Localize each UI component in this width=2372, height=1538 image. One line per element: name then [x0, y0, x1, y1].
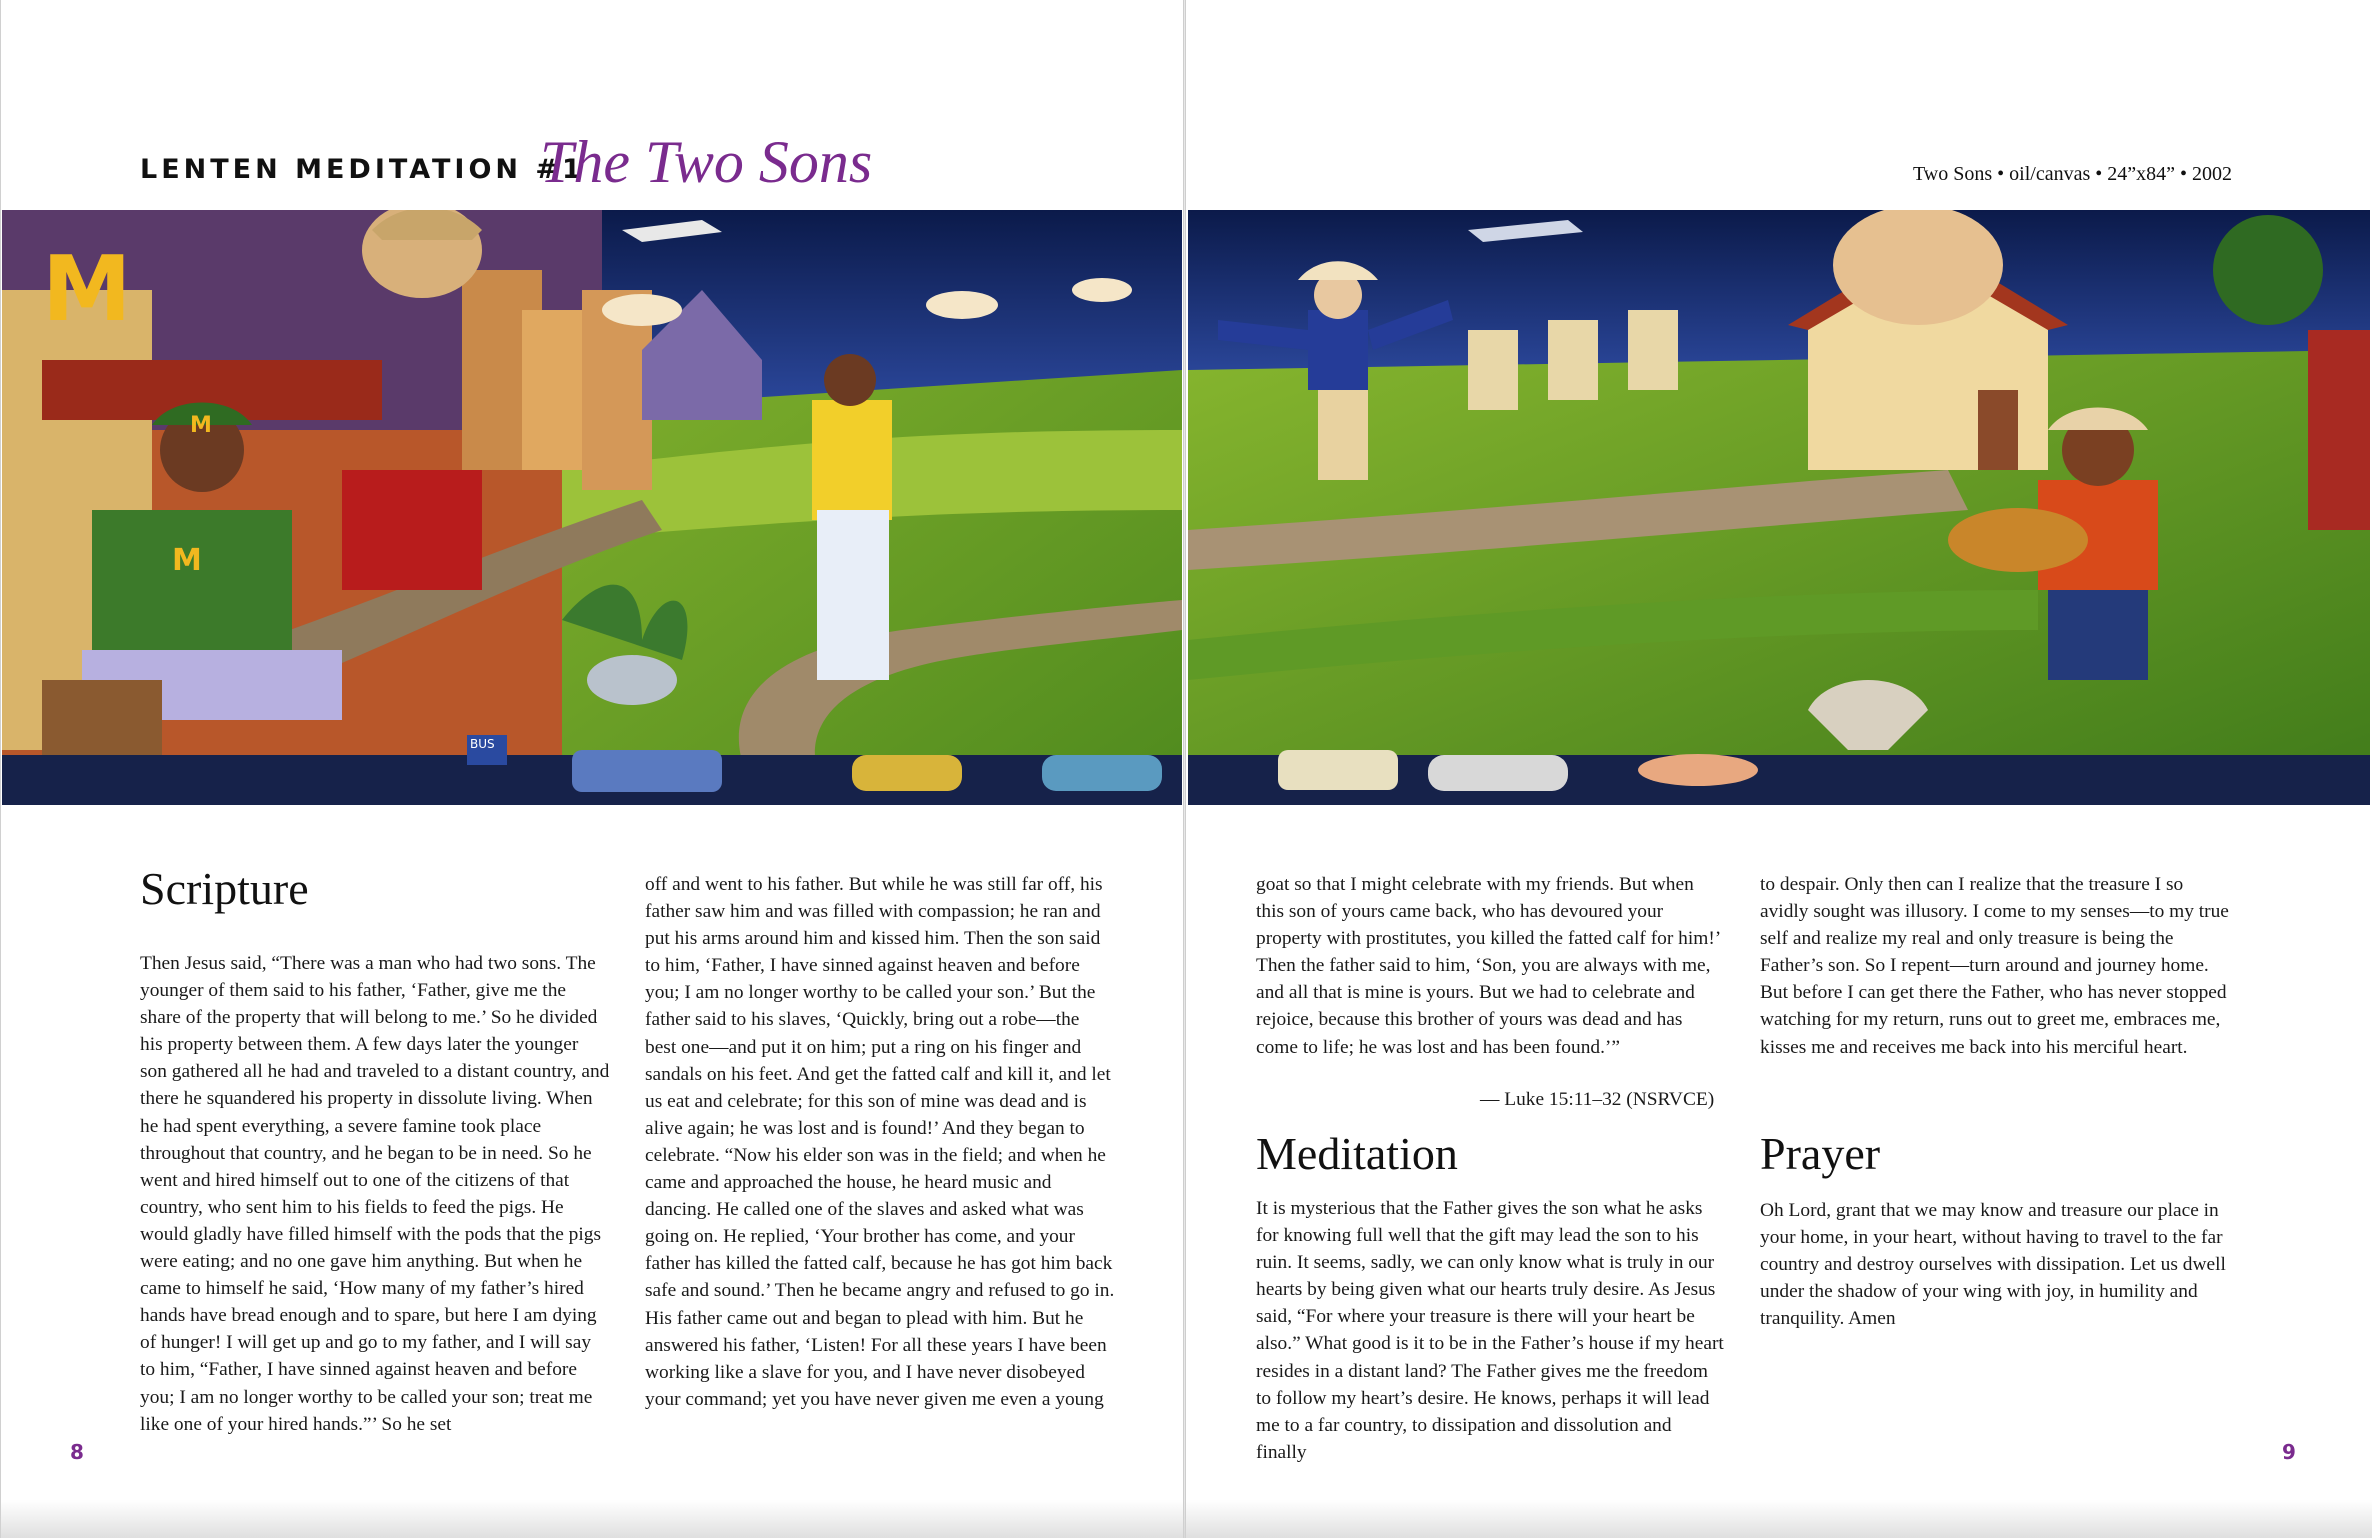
painting-right-half	[1188, 210, 2370, 805]
meditation-text: It is mysterious that the Father gives the son what he asks for knowing full well that the gift may lead the son to his ruin. It seems, sadly, we can only know what is truly in our hearts by being given what our hearts truly desire. As Jesus said, “For where your treasure is there will your heart be also.” What good is it to be in the Father’s house if my heart resides in a distant land? The Father gives me the freedom to follow my heart’s desire. He knows, perhaps it will lead me to a far country, to dissipation and dissolution and finally	[1256, 1198, 1724, 1463]
page-gutter	[1183, 0, 1186, 1538]
page-number-right: 9	[2282, 1440, 2296, 1464]
prayer-column	[1760, 1197, 2230, 1332]
painting-right-svg	[1188, 210, 2370, 805]
artwork-caption: Two Sons • oil/canvas • 24”x84” • 2002	[1912, 163, 2232, 185]
prayer-text: Oh Lord, grant that we may know and treasure our place in your home, in your heart, without having to travel to the far country and destroy ourselves with dissipation. Let us dwell under the shadow of your wing with joy, in humility and tranquility. Amen	[1760, 1200, 2226, 1330]
section-kicker: LENTEN MEDITATION #1	[140, 154, 585, 185]
meditation-column	[1256, 1195, 1726, 1466]
cap-logo: M	[190, 413, 212, 438]
scripture-column-2	[645, 871, 1115, 1413]
scripture-text-col3: goat so that I might celebrate with my friends. But when this son of yours came back, who has devoured your property with prostitutes, you killed the fatted calf for him!’ Then the father said to him, ‘Son, you are always with me, and all that is mine is yours. But we had to celebrate and rejoice, because this brother of yours was dead and has come to life; he was lost and has been found.’”	[1256, 874, 1720, 1058]
meditation-heading: Meditation	[1256, 1128, 1458, 1179]
meditation-text-continued: to despair. Only then can I realize that the treasure I so avidly sought was illusory. I come to my senses—to my true self and realize my real and only treasure is being the Father’s son. So I repent—turn around and journey home. But before I can get there the Father, who has never stopped watching for my return, runs out to greet me, embraces me, kisses me and receives me back into his merciful heart.	[1760, 874, 2229, 1058]
page-bottom-shadow	[0, 1500, 2372, 1538]
bus-sign: BUS	[470, 737, 495, 751]
scripture-heading: Scripture	[140, 863, 309, 914]
scripture-attribution: — Luke 15:11–32 (NSRVCE)	[1480, 1089, 1715, 1110]
painting-left-svg	[2, 210, 1182, 805]
scripture-column-1	[140, 950, 610, 1438]
shirt-logo: M	[172, 543, 202, 578]
scripture-text-col2: off and went to his father. But while he was still far off, his father saw him and was filled with compassion; he ran and put his arms around him and kissed him. Then the son said to him, ‘Father, I have sinned against heaven and before you; I am no longer worthy to be called your son.’ But the father said to his slaves, ‘Quickly, bring out a robe—the best one—and put it on him; put a ring on his finger and sandals on his feet. And get the fatted calf and kill it, and let us eat and celebrate; for this son of mine was dead and is alive again; he was lost and is found!’ And they began to celebrate. “Now his elder son was in the field; and when he came and approached the house, he heard music and dancing. He called one of the slaves and asked what was going on. He replied, ‘Your brother has come, and your father has killed the fatted calf, because he has got him back safe and sound.’ Then he became angry and refused to go in. His father came out and began to plead with him. But he answered his father, ‘Listen! For all these years I have been working like a slave for you, and I have never disobeyed your command; yet you have never given me even a young	[645, 874, 1115, 1410]
golden-arches-sign: M	[42, 237, 132, 342]
meditation-continued-column	[1760, 871, 2230, 1061]
page-number-left: 8	[70, 1440, 84, 1464]
painting-left-half	[2, 210, 1182, 805]
scripture-text-col1: Then Jesus said, “There was a man who had two sons. The younger of them said to his father, ‘Father, give me the share of the property that will belong to me.’ So he divided his property between them. A few days later the younger son gathered all he had and traveled to a distant country, and there he squandered his property in dissolute living. When he had spent everything, a severe famine took place throughout that country, and he began to be in need. So he went and hired himself out to one of the citizens of that country, who sent him to his fields to feed the pigs. He would gladly have filled himself with the pods that the pigs were eating; and no one gave him anything. But when he came to himself he said, ‘How many of my father’s hired hands have bread enough and to spare, but here I am dying of hunger! I will get up and go to my father, and I will say to him, “Father, I have sinned against heaven and before you; I am no longer worthy to be called your son; treat me like one of your hired hands.”’ So he set	[140, 953, 610, 1435]
prayer-heading: Prayer	[1760, 1128, 1881, 1179]
page-title: The Two Sons	[540, 129, 873, 195]
scripture-column-3	[1256, 871, 1726, 1061]
